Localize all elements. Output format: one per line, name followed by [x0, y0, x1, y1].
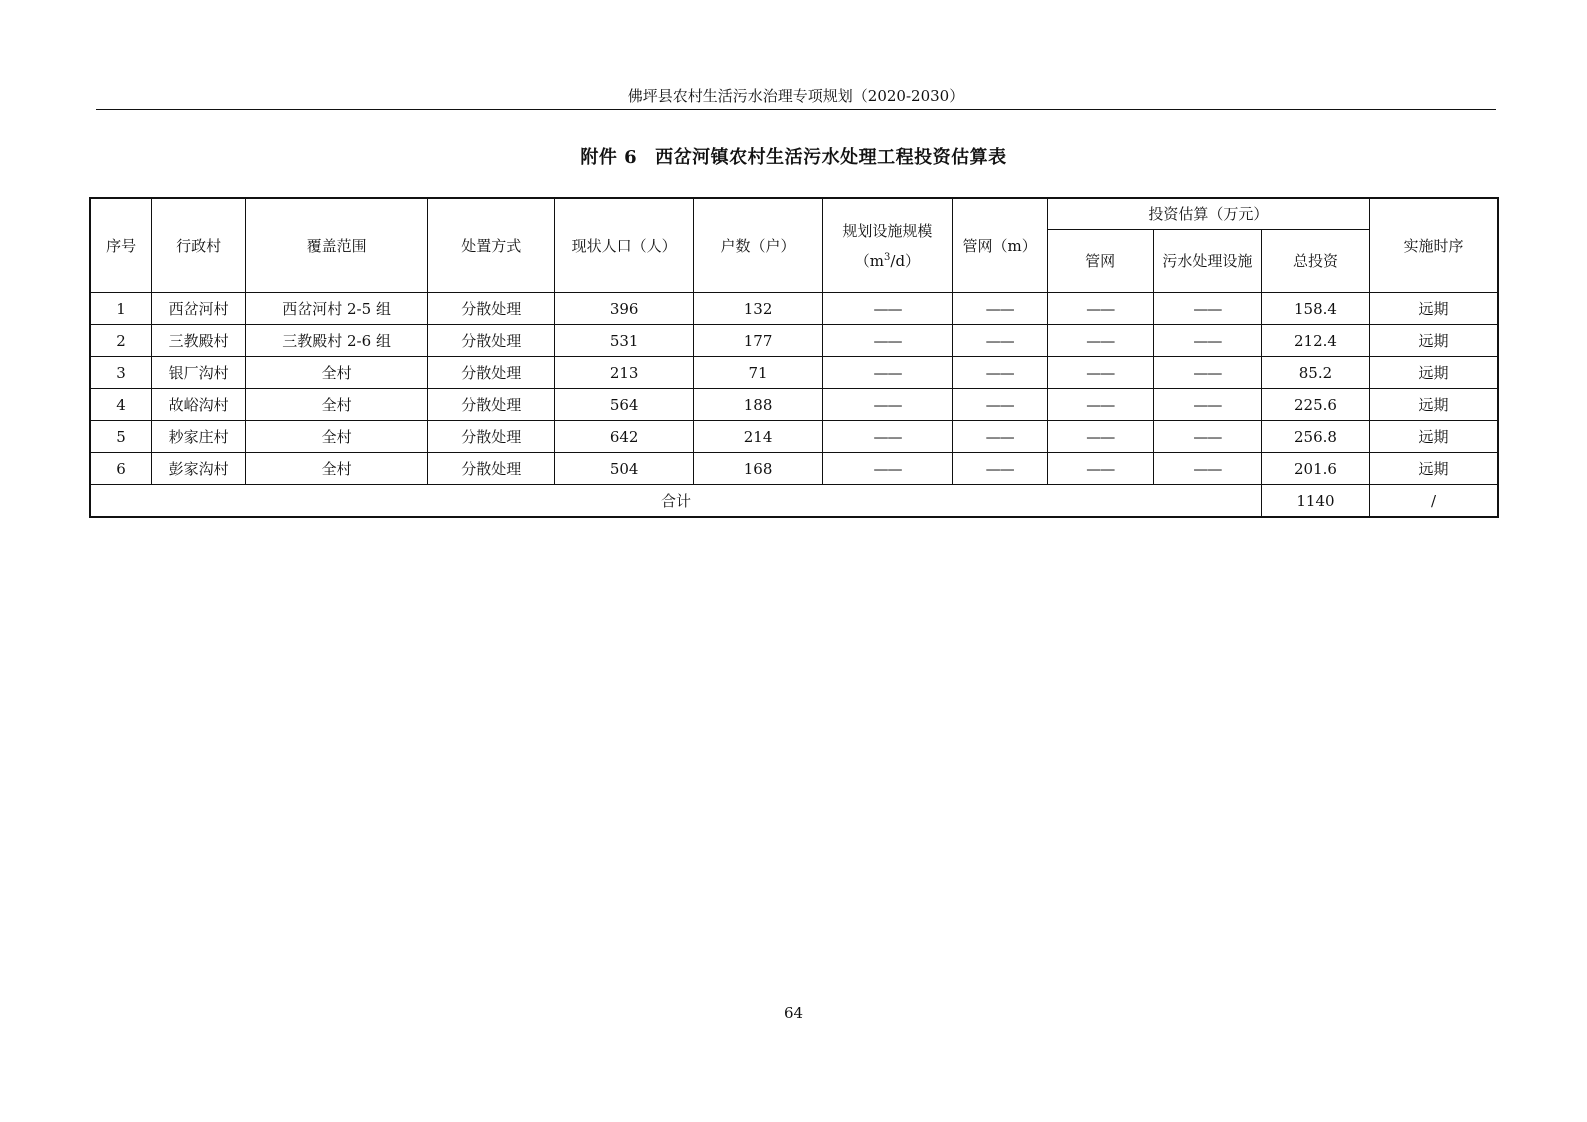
cell-schedule: 远期	[1370, 357, 1498, 389]
cell-population: 642	[555, 421, 693, 453]
total-label: 合计	[90, 485, 1261, 518]
total-schedule: /	[1370, 485, 1498, 518]
cell-village: 银厂沟村	[152, 357, 246, 389]
cell-scale: ——	[823, 357, 952, 389]
investment-estimate-table	[89, 197, 1499, 518]
title-main: 西岔河镇农村生活污水处理工程投资估算表	[655, 147, 1007, 168]
cell-inv-total: 225.6	[1261, 389, 1369, 421]
header-scale	[823, 198, 952, 293]
cell-population: 564	[555, 389, 693, 421]
header-scale-line1: 规划设施规模	[842, 221, 933, 240]
table-row	[90, 325, 1498, 357]
cell-population: 531	[555, 325, 693, 357]
scale-unit-sup: 3	[884, 251, 891, 263]
cell-network: ——	[952, 421, 1047, 453]
cell-inv-total: 201.6	[1261, 453, 1369, 485]
header-scale-unit	[827, 246, 947, 276]
cell-network: ——	[952, 389, 1047, 421]
cell-coverage: 全村	[246, 453, 428, 485]
cell-scale: ——	[823, 325, 952, 357]
cell-inv-network: ——	[1047, 453, 1153, 485]
cell-seq: 5	[90, 421, 152, 453]
total-row	[90, 485, 1498, 518]
cell-inv-network: ——	[1047, 357, 1153, 389]
cell-seq: 2	[90, 325, 152, 357]
header-investment-group: 投资估算（万元）	[1047, 198, 1369, 230]
cell-seq: 6	[90, 453, 152, 485]
cell-schedule: 远期	[1370, 421, 1498, 453]
cell-village: 西岔河村	[152, 293, 246, 325]
cell-method: 分散处理	[428, 293, 555, 325]
table-header-row	[90, 198, 1498, 230]
cell-inv-facility: ——	[1153, 389, 1261, 421]
cell-network: ——	[952, 357, 1047, 389]
cell-network: ——	[952, 325, 1047, 357]
running-header: 佛坪县农村生活污水治理专项规划（2020-2030）	[627, 87, 965, 105]
cell-inv-facility: ——	[1153, 421, 1261, 453]
cell-inv-network: ——	[1047, 421, 1153, 453]
cell-population: 213	[555, 357, 693, 389]
table-row	[90, 421, 1498, 453]
table-row	[90, 453, 1498, 485]
cell-coverage: 三教殿村 2-6 组	[246, 325, 428, 357]
header-seq: 序号	[90, 198, 152, 293]
header-network: 管网（m）	[952, 198, 1047, 293]
cell-village: 彭家沟村	[152, 453, 246, 485]
cell-village: 故峪沟村	[152, 389, 246, 421]
table-row	[90, 357, 1498, 389]
cell-population: 396	[555, 293, 693, 325]
cell-seq: 1	[90, 293, 152, 325]
cell-inv-total: 158.4	[1261, 293, 1369, 325]
header-schedule: 实施时序	[1370, 198, 1498, 293]
scale-unit-close: /d）	[890, 251, 921, 270]
cell-households: 214	[693, 421, 822, 453]
cell-scale: ——	[823, 389, 952, 421]
document-title	[0, 146, 1587, 170]
cell-schedule: 远期	[1370, 389, 1498, 421]
cell-method: 分散处理	[428, 453, 555, 485]
cell-schedule: 远期	[1370, 293, 1498, 325]
cell-coverage: 全村	[246, 389, 428, 421]
header-households: 户数（户）	[693, 198, 822, 293]
cell-inv-network: ——	[1047, 389, 1153, 421]
cell-coverage: 全村	[246, 357, 428, 389]
cell-scale: ——	[823, 293, 952, 325]
cell-population: 504	[555, 453, 693, 485]
cell-scale: ——	[823, 453, 952, 485]
header-inv-facility: 污水处理设施	[1153, 230, 1261, 293]
cell-seq: 4	[90, 389, 152, 421]
cell-inv-facility: ——	[1153, 293, 1261, 325]
cell-village: 耖家庄村	[152, 421, 246, 453]
header-village: 行政村	[152, 198, 246, 293]
cell-seq: 3	[90, 357, 152, 389]
cell-network: ——	[952, 453, 1047, 485]
cell-coverage: 全村	[246, 421, 428, 453]
cell-scale: ——	[823, 421, 952, 453]
cell-village: 三教殿村	[152, 325, 246, 357]
header-inv-total: 总投资	[1261, 230, 1369, 293]
cell-method: 分散处理	[428, 389, 555, 421]
scale-unit-open: （m	[854, 251, 885, 270]
header-rule	[96, 109, 1496, 110]
cell-schedule: 远期	[1370, 325, 1498, 357]
header-method: 处置方式	[428, 198, 555, 293]
cell-schedule: 远期	[1370, 453, 1498, 485]
cell-inv-facility: ——	[1153, 357, 1261, 389]
page-number: 64	[783, 1004, 804, 1022]
cell-inv-total: 212.4	[1261, 325, 1369, 357]
cell-inv-network: ——	[1047, 293, 1153, 325]
cell-inv-total: 256.8	[1261, 421, 1369, 453]
cell-inv-total: 85.2	[1261, 357, 1369, 389]
cell-households: 177	[693, 325, 822, 357]
cell-inv-facility: ——	[1153, 453, 1261, 485]
cell-households: 132	[693, 293, 822, 325]
cell-coverage: 西岔河村 2-5 组	[246, 293, 428, 325]
cell-method: 分散处理	[428, 357, 555, 389]
header-coverage: 覆盖范围	[246, 198, 428, 293]
title-prefix: 附件 6	[580, 147, 638, 168]
table-row	[90, 293, 1498, 325]
cell-method: 分散处理	[428, 421, 555, 453]
total-investment: 1140	[1261, 485, 1369, 518]
table-row	[90, 389, 1498, 421]
cell-inv-facility: ——	[1153, 325, 1261, 357]
cell-households: 168	[693, 453, 822, 485]
header-population: 现状人口（人）	[555, 198, 693, 293]
cell-method: 分散处理	[428, 325, 555, 357]
cell-inv-network: ——	[1047, 325, 1153, 357]
cell-households: 71	[693, 357, 822, 389]
header-inv-network: 管网	[1047, 230, 1153, 293]
cell-network: ——	[952, 293, 1047, 325]
cell-households: 188	[693, 389, 822, 421]
